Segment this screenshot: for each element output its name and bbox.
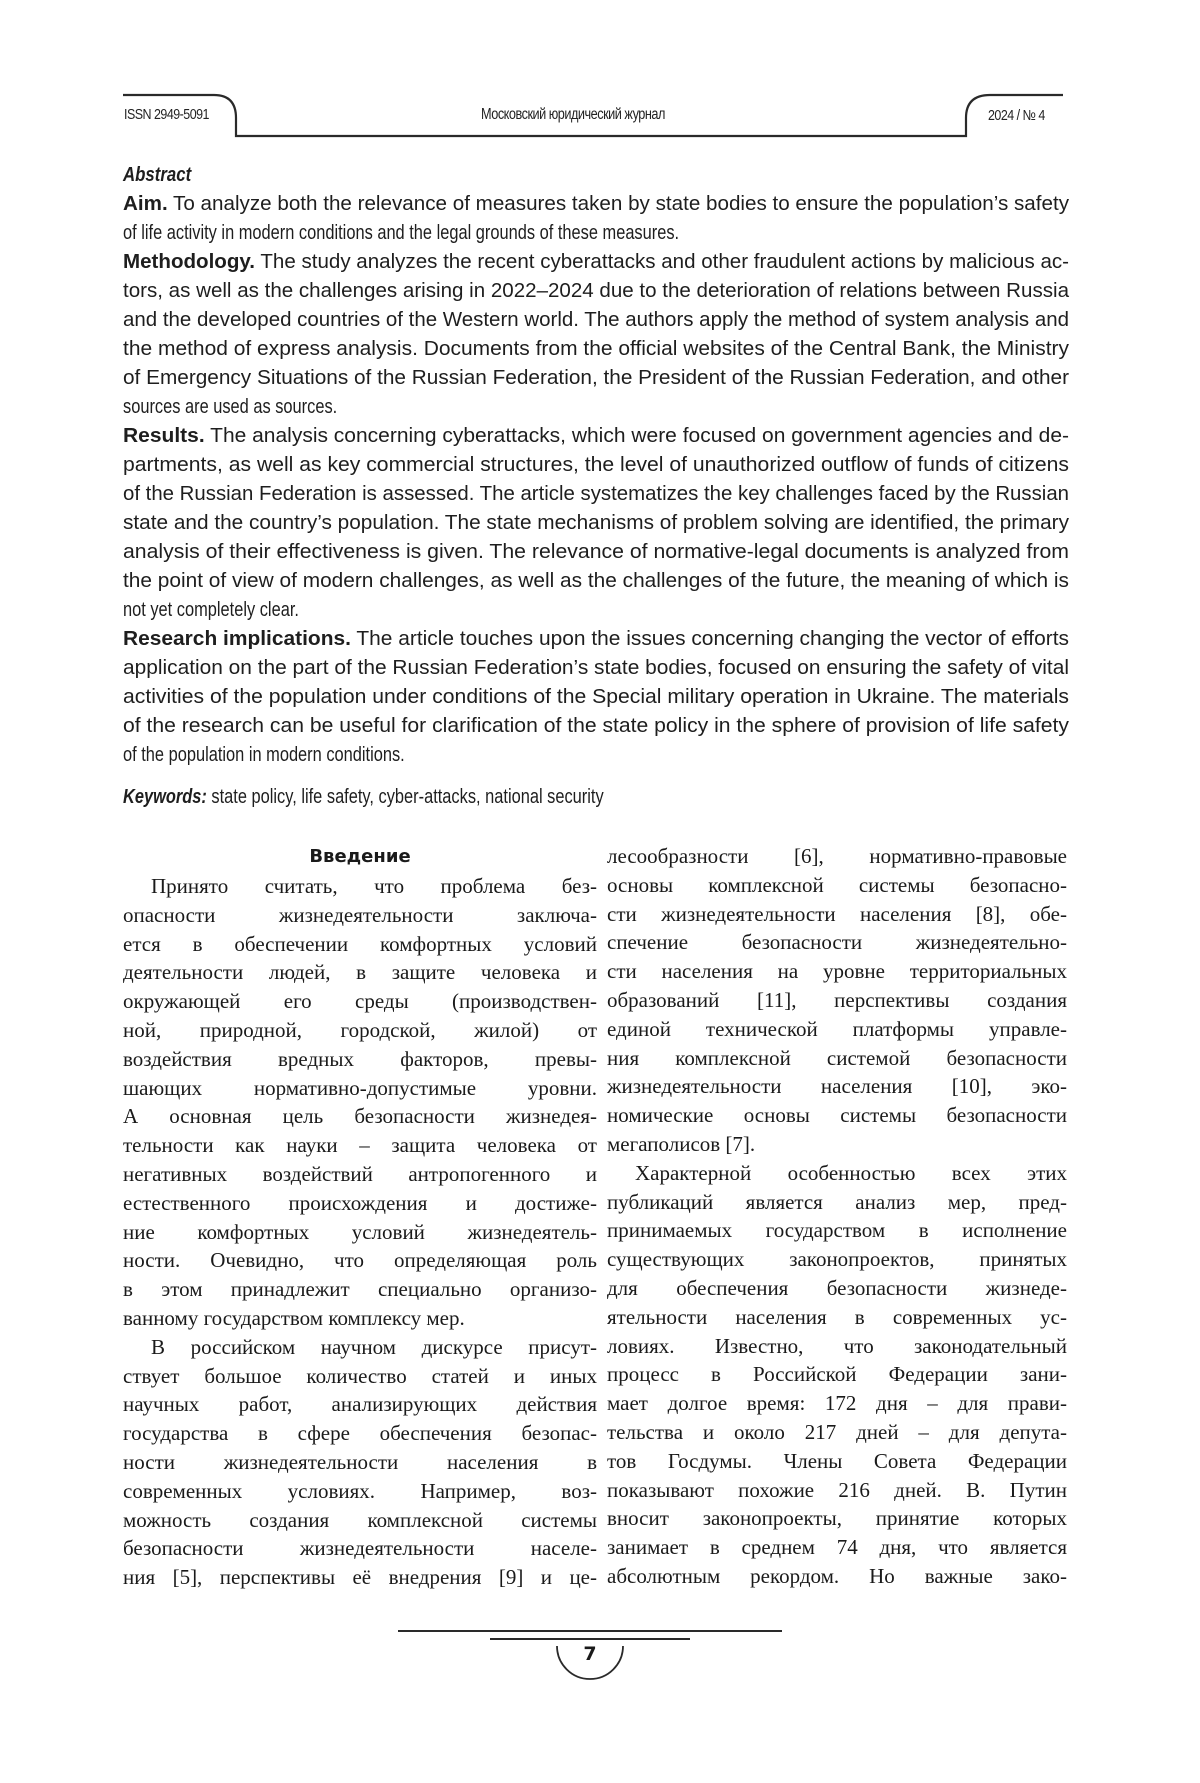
abstract-section-text: The study analyzes the recent cyberattacks and other fraudulent actions by malicious ac- bbox=[255, 250, 1069, 273]
keywords bbox=[123, 782, 1069, 811]
body-text-line: воздействия вредных факторов, превы- bbox=[123, 1046, 597, 1071]
body-text-line: ния комплексной системой безопасности bbox=[607, 1045, 1067, 1070]
body-text-line: мает долгое время: 172 дня – для прави- bbox=[607, 1391, 1067, 1416]
body-text-line: процесс в Российской Федерации зани- bbox=[607, 1362, 1067, 1387]
body-text-line: абсолютным рекордом. Но важные зако- bbox=[607, 1563, 1067, 1588]
body-text-line: В российском научном дискурсе присут- bbox=[151, 1334, 597, 1359]
body-text-line: шающих нормативно-допустимые уровни. bbox=[123, 1075, 597, 1100]
abstract-section-text: To analyze both the relevance of measures taken by state bodies to ensure the population’s safety bbox=[167, 192, 1069, 215]
body-text-line: для обеспечения безопасности жизнеде- bbox=[607, 1275, 1067, 1300]
body-text-line: номические основы системы безопасности bbox=[607, 1103, 1067, 1128]
abstract-line-text bbox=[123, 421, 1069, 450]
column-right-text bbox=[607, 842, 1067, 1591]
abstract-line bbox=[123, 566, 1069, 595]
body-text-line: сти жизнедеятельности населения [8], обе- bbox=[607, 901, 1067, 926]
body-text-line: тельства и около 217 дней – для депута- bbox=[607, 1419, 1067, 1444]
body-text-line: в этом принадлежит специально организо- bbox=[123, 1277, 597, 1302]
body-text-line: показывают похожие 216 дней. В. Путин bbox=[607, 1477, 1067, 1502]
abstract-section-text: partments, as well as key commercial structures, the level of unauthorized outflow of funds of citizens bbox=[123, 453, 1069, 476]
body-text-line: ванному государством комплексу мер. bbox=[123, 1305, 465, 1330]
body-text-line: безопасности жизнедеятельности населе- bbox=[123, 1536, 597, 1561]
body-text-line: естественного происхождения и достиже- bbox=[123, 1190, 597, 1215]
abstract-line bbox=[123, 305, 1069, 334]
abstract-line-text bbox=[123, 305, 1069, 334]
abstract-section-text: sources are used as sources. bbox=[123, 395, 338, 418]
abstract-section-text: of the research can be useful for clarification of the state policy in the sphere of provision of life safety bbox=[123, 714, 1069, 737]
abstract-line bbox=[123, 740, 1069, 769]
abstract-section-text: of the Russian Federation is assessed. The article systematizes the key challenges faced by the Russian bbox=[123, 482, 1069, 505]
body-text-line: принимаемых государством в исполнение bbox=[607, 1218, 1067, 1243]
abstract-line bbox=[123, 682, 1069, 711]
abstract-line-text bbox=[123, 392, 337, 421]
abstract-line bbox=[123, 421, 1069, 450]
body-text-line: окружающей его среды (производствен- bbox=[123, 989, 597, 1014]
body-text-line: единой технической платформы управле- bbox=[607, 1016, 1067, 1041]
body-text-line: научных работ, анализирующих действия bbox=[123, 1392, 597, 1417]
abstract-section-text: application on the part of the Russian Federation’s state bodies, focused on ensuring the safety of vital bbox=[123, 656, 1069, 679]
abstract-section-text: analysis of their effectiveness is given. The relevance of normative-legal documents is analyzed from bbox=[123, 540, 1069, 563]
abstract-section-text: The analysis concerning cyberattacks, which were focused on government agencies and de- bbox=[204, 424, 1069, 447]
abstract-section-text: the method of express analysis. Documents from the official websites of the Central Bank, the Ministry bbox=[123, 337, 1069, 360]
body-text-line: публикаций является анализ мер, пред- bbox=[607, 1189, 1067, 1214]
abstract-section-text: The article touches upon the issues concerning changing the vector of efforts bbox=[350, 627, 1069, 650]
body-text-line: ности. Очевидно, что определяющая роль bbox=[123, 1248, 597, 1273]
body-text-line: сти населения на уровне территориальных bbox=[607, 959, 1067, 984]
abstract-section-text: of Emergency Situations of the Russian Federation, the President of the Russian Federation, and other bbox=[123, 366, 1069, 389]
body-text-line: опасности жизнедеятельности заключа- bbox=[123, 902, 597, 927]
keywords-label: Keywords: bbox=[123, 785, 207, 808]
abstract-line bbox=[123, 508, 1069, 537]
abstract-line bbox=[123, 363, 1069, 392]
abstract-line bbox=[123, 653, 1069, 682]
abstract-section-text: activities of the population under conditions of the Special military operation in Ukraine. The materials bbox=[123, 685, 1069, 708]
abstract-line bbox=[123, 479, 1069, 508]
abstract-sections bbox=[123, 189, 1069, 769]
page-number: 7 bbox=[583, 1643, 597, 1665]
body-text-line: существующих законопроектов, принятых bbox=[607, 1247, 1067, 1272]
body-text-line: Принято считать, что проблема без- bbox=[151, 874, 597, 898]
column-left bbox=[123, 842, 597, 1592]
journal-title: Московский юридический журнал bbox=[481, 106, 665, 123]
body-text-line: деятельности людей, в защите человека и bbox=[123, 960, 597, 985]
abstract-line bbox=[123, 624, 1069, 653]
abstract-section-text: the point of view of modern challenges, as well as the challenges of the future, the meaning of which is bbox=[123, 569, 1069, 592]
abstract-line-text bbox=[123, 711, 1069, 740]
body-text-line: мегаполисов [7]. bbox=[607, 1131, 756, 1156]
abstract-section-label: Methodology. bbox=[123, 250, 256, 273]
body-text-line: современных условиях. Например, воз- bbox=[123, 1478, 597, 1503]
body-text-line: тов Госдумы. Члены Совета Федерации bbox=[607, 1448, 1067, 1473]
abstract-line bbox=[123, 537, 1069, 566]
body-text-line: Характерной особенностью всех этих bbox=[635, 1160, 1067, 1185]
body-text-line: основы комплексной системы безопасно- bbox=[607, 872, 1067, 897]
keywords-inner bbox=[123, 782, 604, 811]
abstract-line-text bbox=[123, 334, 1069, 363]
abstract-section-text: and the developed countries of the Western world. The authors apply the method of system analysis and bbox=[123, 308, 1069, 331]
body-text-line: негативных воздействий антропогенного и bbox=[123, 1161, 597, 1186]
abstract-section-text: of life activity in modern conditions and the legal grounds of these measures. bbox=[123, 221, 680, 244]
abstract-line-text bbox=[123, 653, 1069, 682]
body-text-line: ятельности населения в современных ус- bbox=[607, 1304, 1067, 1329]
abstract-section-text: not yet completely clear. bbox=[123, 598, 299, 621]
abstract-line bbox=[123, 711, 1069, 740]
body-text-line: ности жизнедеятельности населения в bbox=[123, 1449, 597, 1474]
abstract-line bbox=[123, 392, 1069, 421]
body-text-line: лесообразности [6], нормативно-правовые bbox=[607, 844, 1067, 868]
abstract-line-text bbox=[123, 624, 1069, 653]
abstract-line bbox=[123, 334, 1069, 363]
body-text-line: ной, природной, городской, жилой) от bbox=[123, 1017, 597, 1042]
abstract-section-label: Aim. bbox=[123, 192, 168, 215]
body-text-line: ния [5], перспективы её внедрения [9] и це- bbox=[123, 1565, 597, 1590]
body-text-line: А основная цель безопасности жизнедея- bbox=[123, 1104, 597, 1129]
abstract-line bbox=[123, 218, 1069, 247]
body-text-line: образований [11], перспективы создания bbox=[607, 987, 1067, 1012]
abstract-line-text bbox=[123, 682, 1069, 711]
abstract-line-text bbox=[123, 537, 1069, 566]
issue-number: 2024 / № 4 bbox=[988, 108, 1045, 124]
abstract-line-text bbox=[123, 508, 1069, 537]
abstract-line-text bbox=[123, 479, 1069, 508]
body-text-line: тельности как науки – защита человека от bbox=[123, 1133, 597, 1158]
body-text-line: ствует большое количество статей и иных bbox=[123, 1363, 597, 1388]
body-text-line: ловиях. Известно, что законодательный bbox=[607, 1333, 1067, 1358]
abstract-section-text: tors, as well as the challenges arising in 2022–2024 due to the deterioration of relations between Russia bbox=[123, 279, 1069, 302]
abstract-line-text bbox=[123, 450, 1069, 479]
abstract-line-text bbox=[123, 740, 405, 769]
abstract-section-text: state and the country’s population. The state mechanisms of problem solving are identified, the primary bbox=[123, 511, 1069, 534]
abstract-line bbox=[123, 595, 1069, 624]
body-text-line: ется в обеспечении комфортных условий bbox=[123, 931, 597, 956]
keywords-text: state policy, life safety, cyber-attacks, national security bbox=[206, 785, 604, 808]
body-text-line: можность создания комплексной системы bbox=[123, 1507, 597, 1532]
abstract-line bbox=[123, 276, 1069, 305]
abstract-section-label: Results. bbox=[123, 424, 205, 447]
abstract bbox=[123, 160, 1069, 811]
column-right bbox=[607, 842, 1067, 1591]
section-heading: Введение bbox=[309, 846, 411, 867]
header-frame bbox=[0, 0, 1200, 160]
abstract-line bbox=[123, 450, 1069, 479]
abstract-line-text bbox=[123, 218, 679, 247]
body-text-line: занимает в среднем 74 дня, что является bbox=[607, 1535, 1067, 1560]
abstract-section-text: of the population in modern conditions. bbox=[123, 743, 405, 766]
issn: ISSN 2949-5091 bbox=[124, 107, 209, 123]
abstract-line-text bbox=[123, 595, 299, 624]
abstract-line bbox=[123, 247, 1069, 276]
abstract-line-text bbox=[123, 276, 1069, 305]
body-text-line: спечение безопасности жизнедеятельно- bbox=[607, 930, 1067, 955]
abstract-line-text bbox=[123, 247, 1069, 276]
body-text-line: ние комфортных условий жизнедеятель- bbox=[123, 1219, 597, 1244]
abstract-line-text bbox=[123, 566, 1069, 595]
body-text-line: вносит законопроекты, принятие которых bbox=[607, 1506, 1067, 1531]
body-text-line: государства в сфере обеспечения безопас- bbox=[123, 1421, 597, 1446]
abstract-title: Abstract bbox=[123, 163, 192, 186]
abstract-section-label: Research implications. bbox=[123, 627, 351, 650]
body-text-line: жизнедеятельности населения [10], эко- bbox=[607, 1074, 1067, 1099]
column-left-text bbox=[123, 872, 597, 1592]
abstract-line-text bbox=[123, 189, 1069, 218]
abstract-line bbox=[123, 189, 1069, 218]
abstract-line-text bbox=[123, 363, 1069, 392]
